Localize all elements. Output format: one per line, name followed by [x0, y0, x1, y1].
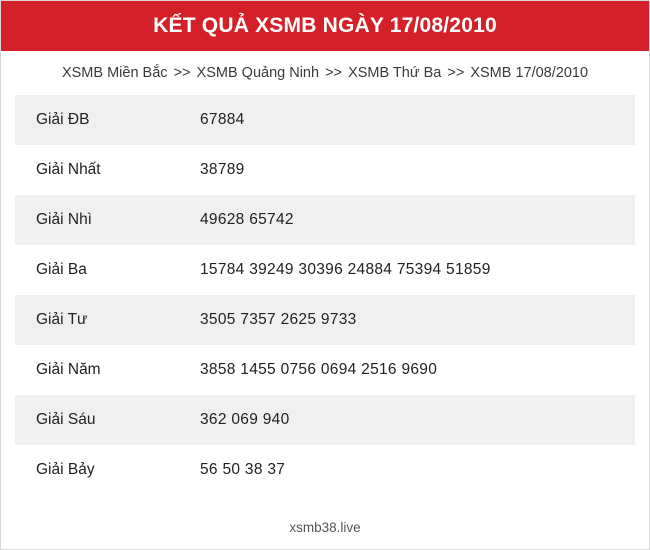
prize-numbers: 49628 65742	[200, 211, 294, 229]
prize-numbers: 56 50 38 37	[200, 461, 286, 479]
prize-label: Giải Bảy	[36, 461, 95, 479]
breadcrumb-item-province[interactable]: XSMB Quảng Ninh	[196, 65, 320, 82]
breadcrumb-item-region[interactable]: XSMB Miền Bắc	[61, 65, 168, 82]
table-row	[15, 295, 635, 345]
table-row	[15, 245, 635, 295]
table-row	[15, 95, 635, 145]
breadcrumb-separator: >>	[173, 65, 191, 82]
breadcrumb-separator: >>	[325, 65, 343, 82]
prize-label: Giải Tư	[36, 311, 88, 329]
prize-numbers: 67884	[200, 111, 245, 129]
results-table	[15, 95, 635, 495]
site-footer: xsmb38.live	[289, 520, 361, 535]
prize-label: Giải Sáu	[36, 411, 96, 429]
table-row	[15, 145, 635, 195]
prize-label: Giải Ba	[36, 261, 87, 279]
prize-label: Giải Nhì	[36, 211, 92, 229]
table-row	[15, 395, 635, 445]
table-row	[15, 345, 635, 395]
prize-label: Giải ĐB	[36, 111, 90, 129]
breadcrumb-item-date[interactable]: XSMB 17/08/2010	[470, 65, 589, 82]
table-row	[15, 445, 635, 495]
prize-label: Giải Nhất	[36, 161, 101, 179]
prize-numbers: 15784 39249 30396 24884 75394 51859	[200, 261, 491, 279]
prize-numbers: 38789	[200, 161, 245, 179]
prize-numbers: 3858 1455 0756 0694 2516 9690	[200, 361, 438, 379]
prize-numbers: 3505 7357 2625 9733	[200, 311, 357, 329]
prize-numbers: 362 069 940	[200, 411, 290, 429]
prize-label: Giải Năm	[36, 361, 101, 379]
breadcrumb	[1, 51, 649, 95]
table-row	[15, 195, 635, 245]
breadcrumb-separator: >>	[447, 65, 465, 82]
page-title: KẾT QUẢ XSMB NGÀY 17/08/2010	[1, 1, 649, 51]
breadcrumb-item-weekday[interactable]: XSMB Thứ Ba	[348, 65, 442, 82]
